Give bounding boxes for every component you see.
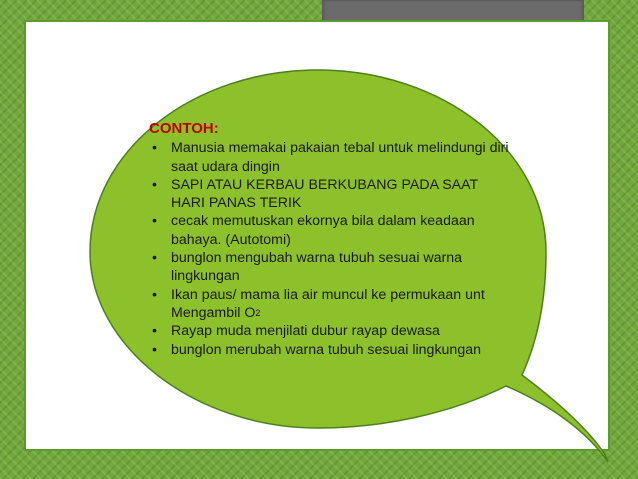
bullet-icon: • <box>152 140 157 157</box>
bullet-icon: • <box>152 213 157 230</box>
list-item <box>149 322 509 340</box>
example-list <box>149 139 509 359</box>
bullet-icon: • <box>152 323 157 340</box>
bullet-icon: • <box>152 286 157 303</box>
list-item <box>149 212 509 249</box>
slide-heading: CONTOH: <box>149 120 219 137</box>
list-item-text: bunglon merubah warna tubuh sesuai lingkungan <box>171 341 481 358</box>
list-item-text: SAPI ATAU KERBAU BERKUBANG PADA SAAT HARI PANAS TERIK <box>171 176 478 212</box>
list-item <box>149 286 509 323</box>
bullet-icon: • <box>152 250 157 267</box>
list-item-text: bunglon mengubah warna tubuh sesuai warna lingkungan <box>171 250 463 285</box>
list-item <box>149 139 509 176</box>
slide-text-block <box>149 120 509 359</box>
subscript-two: 2 <box>255 307 261 318</box>
list-item-text: cecak memutuskan ekornya bila dalam keadaan bahaya. (Autotomi) <box>171 213 475 248</box>
list-item-text: Rayap muda menjilati dubur rayap dewasa <box>171 323 440 340</box>
list-item <box>149 176 509 213</box>
list-item-text: Manusia memakai pakaian tebal untuk melindungi diri saat udara dingin <box>171 140 509 175</box>
bullet-icon: • <box>152 176 157 193</box>
list-item <box>149 341 509 359</box>
list-item-text: Ikan paus/ mama lia air muncul ke permukaan unt Mengambil O <box>171 286 485 321</box>
bullet-icon: • <box>152 341 157 358</box>
list-item <box>149 249 509 286</box>
